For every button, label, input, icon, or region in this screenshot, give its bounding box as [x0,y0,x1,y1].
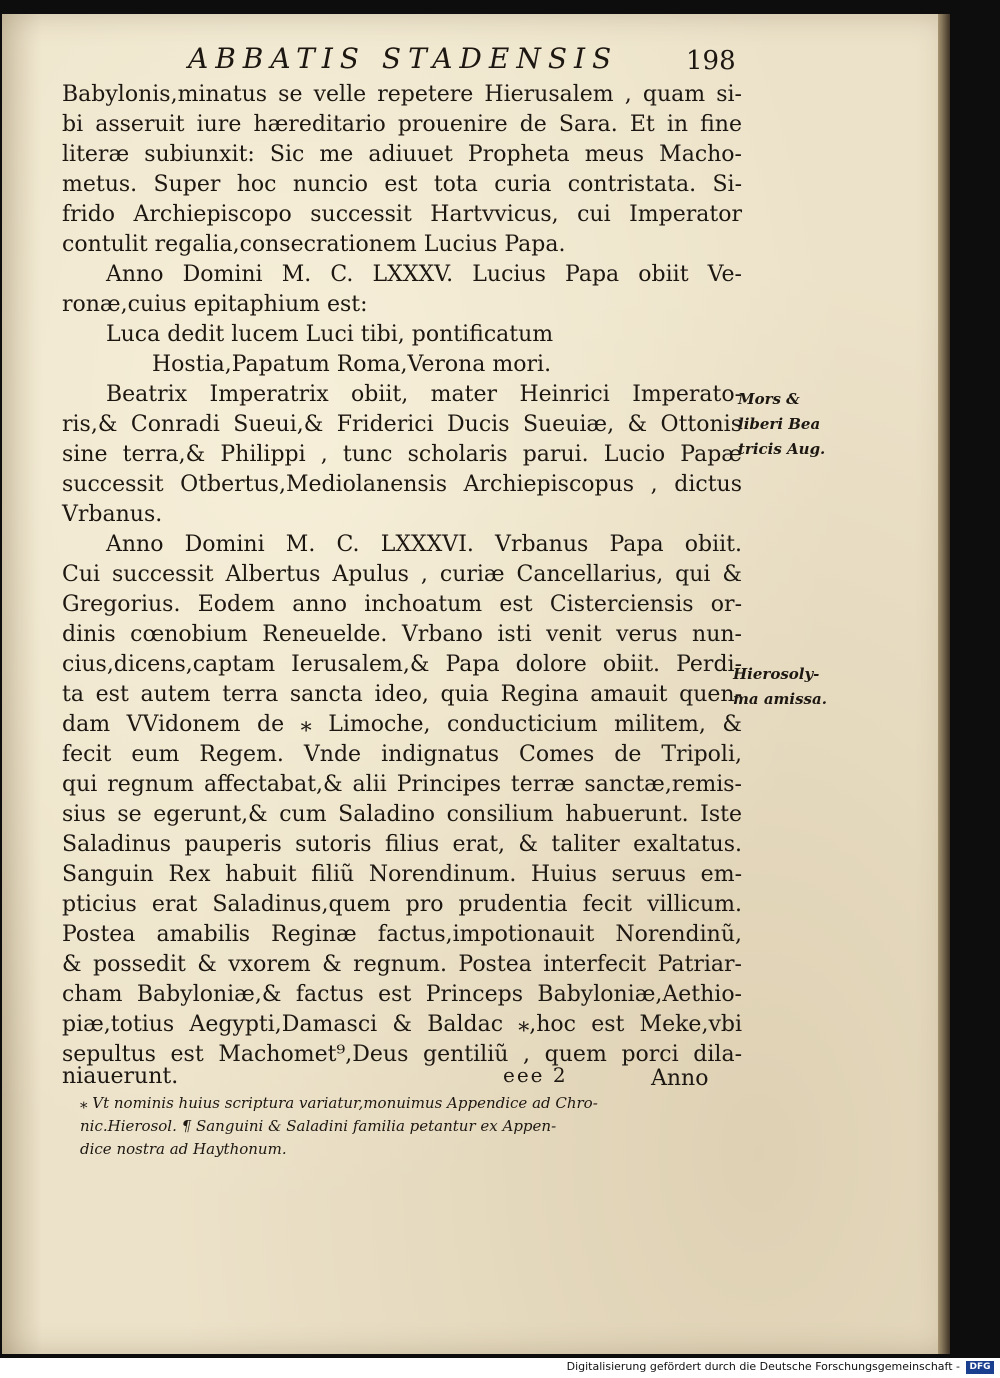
text-line: sepultus est Machomet⁹,Deus gentiliũ , quem porci dila- [62,1042,742,1067]
text-line: Babylonis,minatus se velle repetere Hierusalem , quam si- [62,82,742,107]
digitization-footer [0,1358,1000,1378]
digitization-notice: Digitalisierung gefördert durch die Deutsche Forschungsgemeinschaft - [566,1360,960,1373]
text-line: cham Babyloniæ,& factus est Princeps Babyloniæ,Aethio- [62,982,742,1007]
text-line: pticius erat Saladinus,quem pro prudentia fecit villicum. [62,892,742,917]
margin-note-line: ma amissa. [733,690,827,708]
text-line: qui regnum affectabat,& alii Principes terræ sanctæ,remis- [62,772,742,797]
text-line: ta est autem terra sancta ideo, quia Regina amauit quen- [62,682,742,707]
epitaph-line: Luca dedit lucem Luci tibi, pontificatum [106,322,554,347]
margin-note-line: liberi Bea [738,415,821,433]
epitaph-line: Hostia,Papatum Roma,Verona mori. [152,352,552,377]
body-text [62,80,742,1070]
page-gutter-edge [938,14,950,1354]
margin-note-line: Mors & [738,390,800,408]
text-line: fecit eum Regem. Vnde indignatus Comes de Tripoli, [62,742,742,767]
text-line: contulit regalia,consecrationem Lucius Papa. [62,232,566,257]
margin-note-beatrix [738,387,825,462]
footnote-line: dice nostra ad Haythonum. [80,1140,287,1158]
text-line: Vrbanus. [62,502,163,527]
text-line: Sanguin Rex habuit filiũ Norendinum. Huius seruus em- [62,862,742,887]
dfg-logo: DFG [966,1361,994,1374]
text-line: dinis cœnobium Reneuelde. Vrbano isti venit verus nun- [62,622,742,647]
footnote-line: ⁎ Vt nominis huius scriptura variatur,monuimus Appendice ad Chro- [80,1094,598,1112]
text-line: Saladinus pauperis sutoris filius erat, & taliter exaltatus. [62,832,742,857]
text-line: sius se egerunt,& cum Saladino consilium habuerunt. Iste [62,802,742,827]
footnotes [80,1092,728,1161]
text-line: Anno Domini M. C. LXXXV. Lucius Papa obiit Ve- [106,262,742,287]
text-line: cius,dicens,captam Ierusalem,& Papa dolore obiit. Perdi- [62,652,742,677]
text-line: frido Archiepiscopo successit Hartvvicus, cui Imperator [62,202,742,227]
signature-mark: eee 2 [503,1063,568,1087]
final-text-line: niauerunt. [62,1064,179,1089]
text-line: Gregorius. Eodem anno inchoatum est Cisterciensis or- [62,592,742,617]
final-line-row [62,1064,722,1094]
margin-note-line: Hierosoly- [733,665,820,683]
text-line: metus. Super hoc nuncio est tota curia contristata. Si- [62,172,742,197]
text-line: bi asseruit iure hæreditario prouenire de Sara. Et in fine [62,112,742,137]
text-line: dam VVidonem de ⁎ Limoche, conducticium militem, & [62,712,742,737]
text-line: sine terra,& Philippi , tunc scholaris parui. Lucio Papæ [62,442,742,467]
text-line: Postea amabilis Reginæ factus,impotionauit Norendinũ, [62,922,742,947]
page-number: 198 [686,46,736,76]
text-line: & possedit & vxorem & regnum. Postea interfecit Patriar- [62,952,742,977]
text-line: literæ subiunxit: Sic me adiuuet Propheta meus Macho- [62,142,742,167]
margin-note-hierosolyma [733,662,827,712]
text-line: Cui successit Albertus Apulus , curiæ Cancellarius, qui & [62,562,742,587]
text-line: ronæ,cuius epitaphium est: [62,292,368,317]
catchword: Anno [651,1066,709,1091]
margin-note-line: tricis Aug. [738,440,826,458]
text-line: piæ,totius Aegypti,Damasci & Baldac ⁎,hoc est Meke,vbi [62,1012,742,1037]
text-line: Beatrix Imperatrix obiit, mater Heinrici Imperato- [106,382,742,407]
text-line: ris,& Conradi Sueui,& Friderici Ducis Sueuiæ, & Ottonis [62,412,742,437]
text-line: Anno Domini M. C. LXXXVI. Vrbanus Papa obiit. [106,532,742,557]
text-line: successit Otbertus,Mediolanensis Archiepiscopus , dictus [62,472,742,497]
running-head: ABBATIS STADENSIS [188,42,619,75]
footnote-line: nic.Hierosol. ¶ Sanguini & Saladini familia petantur ex Appen- [80,1117,557,1135]
